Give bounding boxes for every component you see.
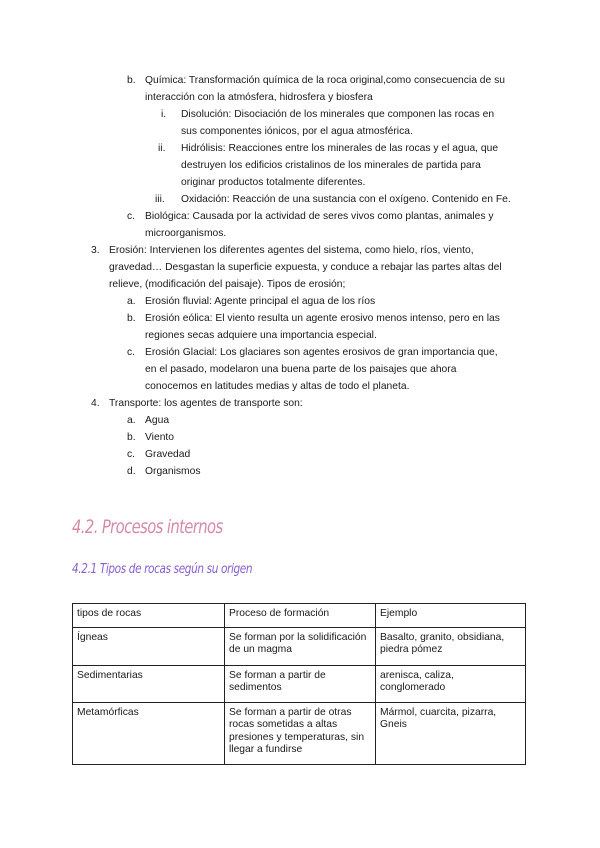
list-marker: 3. (91, 245, 100, 256)
list-marker: 4. (91, 398, 100, 409)
subsection-heading: 4.2.1 Tipos de rocas según su origen (72, 561, 253, 577)
text-line: Biológica: Causada por la actividad de seres vivos como plantas, animales y (145, 211, 494, 222)
table-cell: Metamórficas (73, 702, 225, 764)
text-line: microorganismos. (145, 228, 227, 239)
text-line: Hidrólisis: Reacciones entre los minerales de las rocas y el agua, que (181, 143, 499, 154)
table-cell: Ígneas (73, 627, 225, 665)
list-item: Gravedad (145, 449, 191, 460)
table-cell: arenisca, caliza, conglomerado (376, 665, 526, 702)
text-line: en el pasado, modelaron una buena parte de los paisajes que ahora (145, 364, 457, 375)
rock-types-table (72, 603, 526, 765)
text-line: originar productos totalmente diferentes. (181, 177, 366, 188)
text-line: Transporte: los agentes de transporte son: (109, 398, 303, 409)
section-heading: 4.2. Procesos internos (72, 516, 223, 538)
text-line: Oxidación: Reacción de una sustancia con el oxígeno. Contenido en Fe. (181, 194, 511, 205)
table-cell: Sedimentarias (73, 665, 225, 702)
list-item: Agua (145, 415, 170, 426)
text-line: relieve, (modificación del paisaje). Tipos de erosión; (109, 279, 346, 290)
list-marker: d. (127, 466, 136, 477)
text-line: destruyen los edificios cristalinos de los minerales de partida para (181, 160, 481, 171)
table-row (73, 665, 526, 702)
text-line: interacción con la atmósfera, hidrosfera y biosfera (145, 92, 373, 103)
list-item: Viento (145, 432, 175, 443)
list-marker: c. (127, 211, 136, 222)
list-marker: c. (127, 347, 136, 358)
text-line: Química: Transformación química de la roca original,como consecuencia de su (145, 75, 505, 86)
table-cell: Se forman a partir de otras rocas sometidas a altas presiones y temperaturas, sin llegar a fundirse (225, 702, 376, 764)
text-line: gravedad… Desgastan la superficie expuesta, y conduce a rebajar las partes altas del (109, 262, 502, 273)
text-line: sus componentes iónicos, por el agua atmosférica. (181, 126, 413, 137)
table-header-cell: tipos de rocas (73, 604, 225, 628)
list-marker: b. (127, 313, 136, 324)
list-marker: iii. (155, 194, 165, 205)
table-row (73, 627, 526, 665)
list-marker: b. (127, 432, 136, 443)
list-marker: ii. (158, 143, 166, 154)
table-header-cell: Ejemplo (376, 604, 526, 628)
list-marker: i. (161, 109, 167, 120)
text-line: Erosión: Intervienen los diferentes agentes del sistema, como hielo, ríos, viento, (109, 245, 474, 256)
table-cell: Mármol, cuarcita, pizarra, Gneis (376, 702, 526, 764)
list-marker: c. (127, 449, 136, 460)
table-header-row (73, 604, 526, 628)
text-line: Erosión Glacial: Los glaciares son agentes erosivos de gran importancia que, (145, 347, 498, 358)
text-line: Erosión fluvial: Agente principal el agua de los ríos (145, 296, 376, 307)
text-line: Erosión eólica: El viento resulta un agente erosivo menos intenso, pero en las (145, 313, 500, 324)
table-cell: Se forman a partir de sedimentos (225, 665, 376, 702)
text-line: conocemos en latitudes medias y altas de todo el planeta. (145, 381, 410, 392)
list-marker: a. (127, 296, 136, 307)
list-item: Organismos (145, 466, 201, 477)
table-header-cell: Proceso de formación (225, 604, 376, 628)
table-row (73, 702, 526, 764)
table-cell: Se forman por la solidificación de un magma (225, 627, 376, 665)
text-line: Disolución: Disociación de los minerales que componen las rocas en (181, 109, 495, 120)
text-line: regiones secas adquiere una importancia especial. (145, 330, 377, 341)
list-marker: a. (127, 415, 136, 426)
table-cell: Basalto, granito, obsidiana, piedra pómez (376, 627, 526, 665)
list-marker: b. (127, 75, 136, 86)
